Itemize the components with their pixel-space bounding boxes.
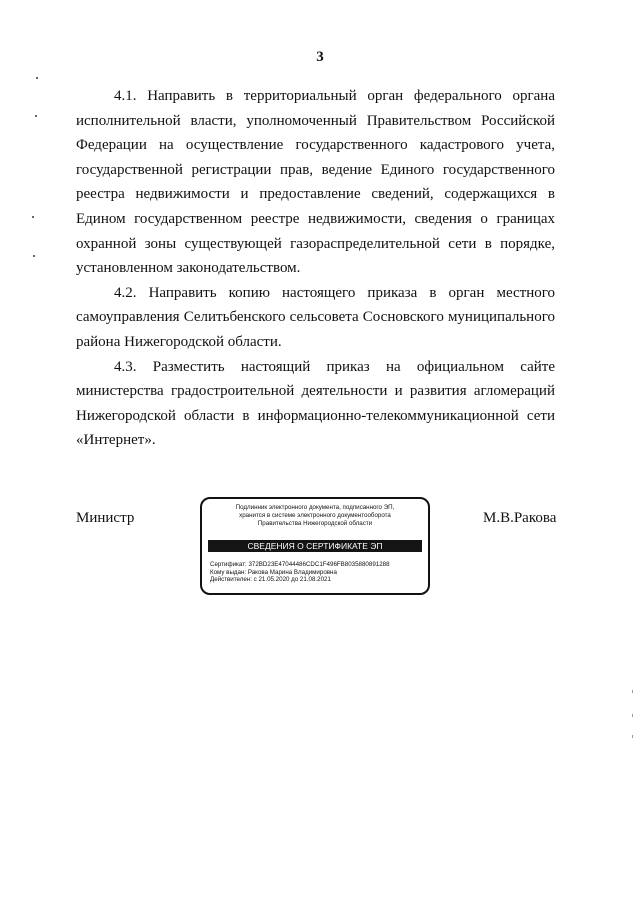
stamp-note xyxy=(210,504,420,528)
scan-edge-mark xyxy=(632,735,633,738)
stamp-note-line: хранится в системе электронного документооборота xyxy=(239,512,391,519)
page-number: 3 xyxy=(316,49,324,65)
scan-speck xyxy=(36,77,38,79)
scan-speck xyxy=(33,255,35,257)
certificate-stamp xyxy=(200,497,430,595)
paragraph-4-1: 4.1. Направить в территориальный орган федерального органа исполнительной власти, уполномоченный Правительством Российской Федерации на осуществление государственного кадастрового учета, государственной регистрации прав, ведение Единого государственного реестра недвижимости и предоставление сведений, содержащихся в Едином государственном реестре недвижимости, сведения о границах охранной зоны существующей газораспределительной сети в порядке, установленном законодательством. xyxy=(76,88,555,277)
stamp-note-line: Подлинник электронного документа, подписанного ЭП, xyxy=(235,504,395,511)
scan-speck xyxy=(32,216,34,218)
stamp-details xyxy=(210,561,390,584)
certificate-owner: Кому выдан: Ракова Марина Владимировна xyxy=(210,568,337,576)
certificate-validity: Действителен: с 21.05.2020 до 21.08.2021 xyxy=(210,576,331,584)
scan-speck xyxy=(35,115,37,117)
signatory-name: М.В.Ракова xyxy=(483,510,557,526)
paragraph-4-3: 4.3. Разместить настоящий приказ на официальном сайте министерства градостроительной деятельности и развития агломераций Нижегородской области в информационно-телекоммуникационной сети «Интернет». xyxy=(76,358,555,449)
stamp-header: СВЕДЕНИЯ О СЕРТИФИКАТЕ ЭП xyxy=(208,540,422,552)
scan-edge-mark xyxy=(632,690,633,693)
scan-edge-mark xyxy=(632,714,633,717)
stamp-note-line: Правительства Нижегородской области xyxy=(257,520,373,527)
document-body xyxy=(76,84,555,453)
certificate-number: Сертификат: 372BD23E47044486CDC1F496FB8035880891288 xyxy=(210,561,390,568)
paragraph-4-2: 4.2. Направить копию настоящего приказа в орган местного самоуправления Селитьбенского сельсовета Сосновского муниципального района Нижегородской области. xyxy=(76,284,555,350)
signatory-position: Министр xyxy=(76,510,135,526)
